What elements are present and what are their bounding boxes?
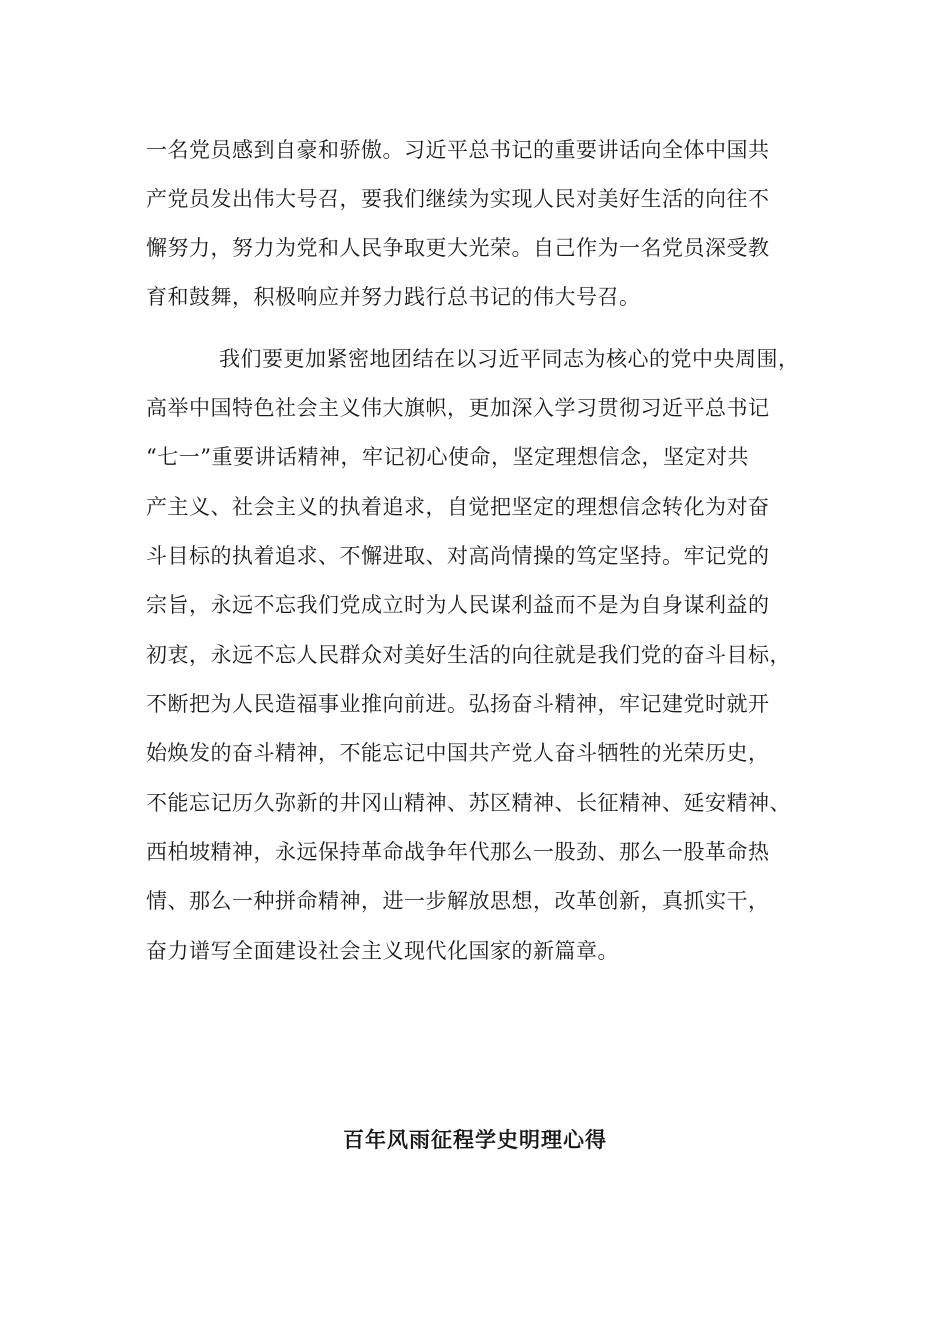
paragraph-line: 情、那么一种拼命精神，进一步解放思想，改革创新，真抓实干，: [146, 889, 770, 913]
paragraph-line: 我们要更加紧密地团结在以习近平同志为核心的党中央周围，: [219, 347, 800, 371]
paragraph-line: 产主义、社会主义的执着追求，自觉把坚定的理想信念转化为对奋: [146, 495, 770, 519]
paragraph-line: 不能忘记历久弥新的井冈山精神、苏区精神、长征精神、延安精神、: [146, 791, 791, 815]
paragraph-line: 奋力谱写全面建设社会主义现代化国家的新篇章。: [146, 939, 619, 963]
paragraph-line: 西柏坡精神，永远保持革命战争年代那么一股劲、那么一股革命热: [146, 840, 770, 864]
paragraph-line: 一名党员感到自豪和骄傲。习近平总书记的重要讲话向全体中国共: [146, 138, 770, 162]
paragraph-line: 高举中国特色社会主义伟大旗帜，更加深入学习贯彻习近平总书记: [146, 396, 770, 420]
paragraph-line: 不断把为人民造福事业推向前进。弘扬奋斗精神，牢记建党时就开: [146, 692, 770, 716]
paragraph-line: 育和鼓舞，积极响应并努力践行总书记的伟大号召。: [146, 285, 641, 309]
paragraph-line: 懈努力，努力为党和人民争取更大光荣。自己作为一名党员深受教: [146, 236, 770, 260]
paragraph-line: “七一”重要讲话精神，牢记初心使命，坚定理想信念，坚定对共: [146, 445, 749, 469]
paragraph-line: 斗目标的执着追求、不懈进取、对高尚情操的笃定坚持。牢记党的: [146, 544, 770, 568]
paragraph-line: 初衷，永远不忘人民群众对美好生活的向往就是我们党的奋斗目标，: [146, 643, 791, 667]
paragraph-line: 宗旨，永远不忘我们党成立时为人民谋利益而不是为自身谋利益的: [146, 593, 770, 617]
section-title: 百年风雨征程学史明理心得: [343, 1128, 607, 1152]
paragraph-line: 产党员发出伟大号召，要我们继续为实现人民对美好生活的向往不: [146, 187, 770, 211]
paragraph-line: 始焕发的奋斗精神，不能忘记中国共产党人奋斗牺牲的光荣历史，: [146, 741, 770, 765]
